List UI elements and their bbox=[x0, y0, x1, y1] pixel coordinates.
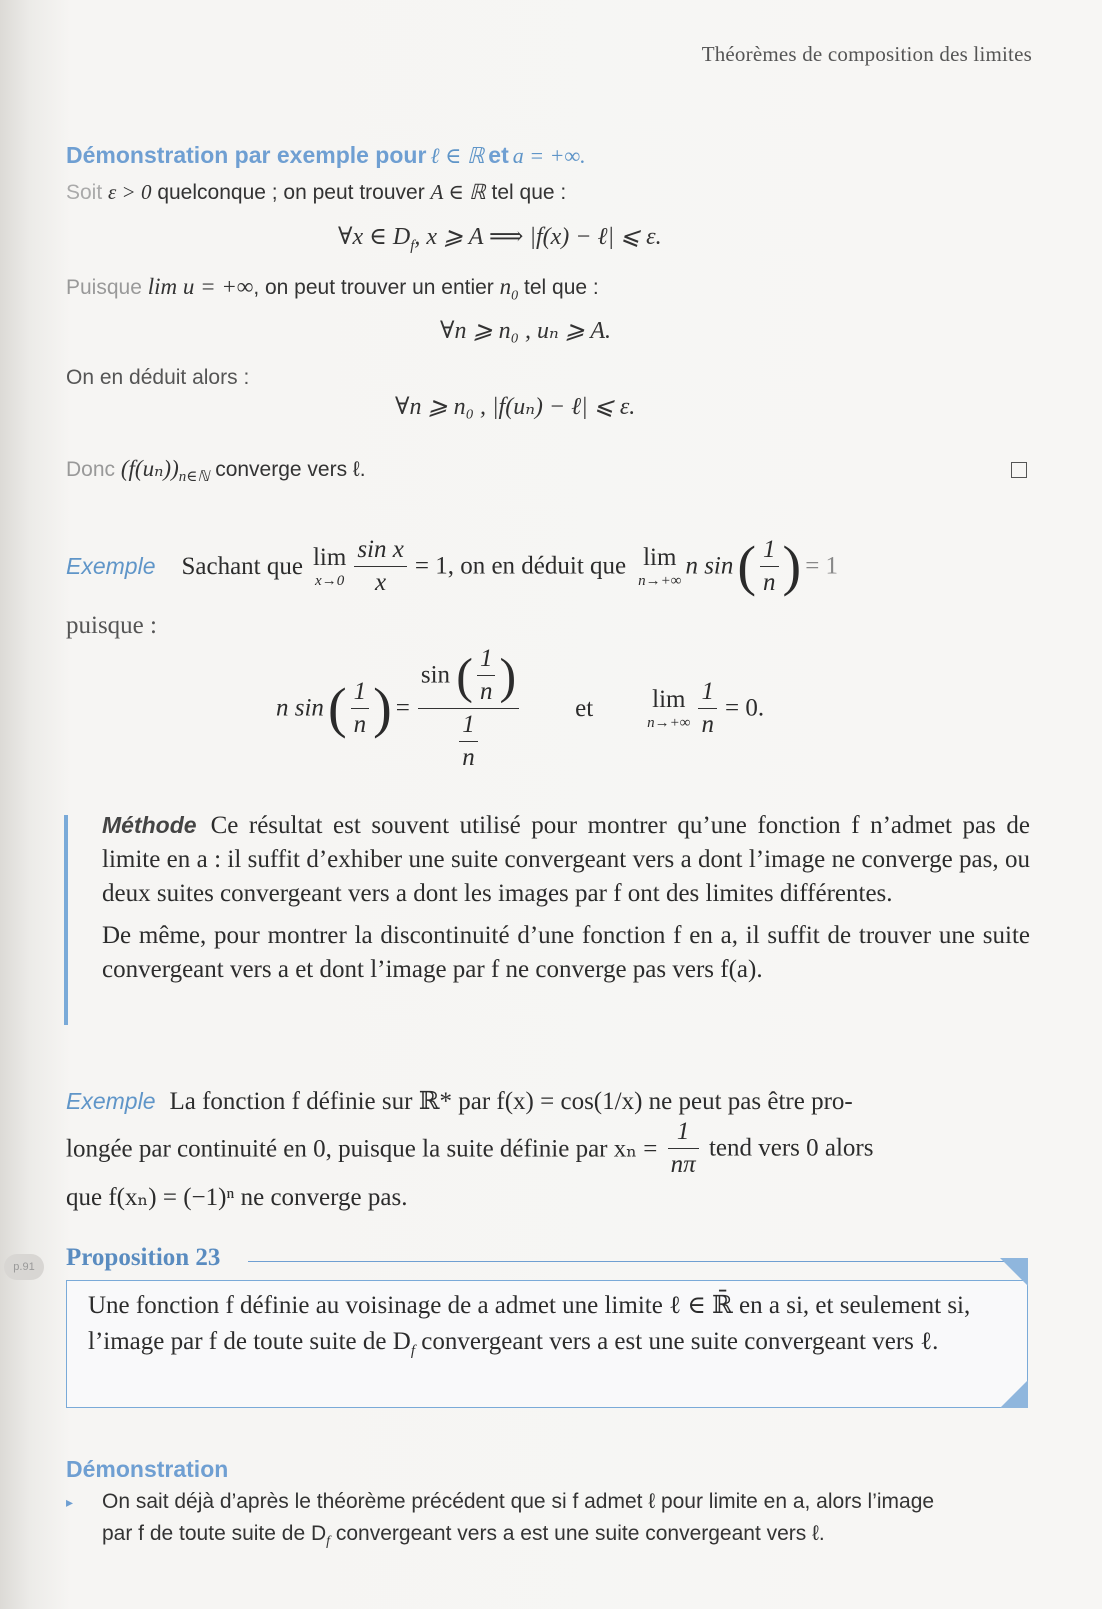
demo1-eq3: ∀n ⩾ n₀ , |f(uₙ) − ℓ| ⩽ ε. bbox=[395, 394, 636, 420]
demo1-line2-text: , on peut trouver un entier bbox=[253, 276, 494, 299]
exemple2-text2a: longée par continuité en 0, puisque la suite définie par xₙ = bbox=[66, 1135, 658, 1163]
exemple1-line bbox=[66, 536, 838, 597]
exemple2-text1: La fonction f définie sur ℝ* par f(x) = cos(1/x) ne peut pas être pro- bbox=[169, 1088, 853, 1115]
display-den-frac bbox=[459, 711, 478, 772]
display-lim: lim n→+∞ bbox=[647, 685, 691, 731]
exemple1-lim2: lim n→+∞ bbox=[638, 543, 682, 589]
exemple1-frac1 bbox=[354, 536, 407, 597]
exemple2-text2b: tend vers 0 alors bbox=[708, 1134, 874, 1162]
proposition-rule bbox=[248, 1261, 1028, 1262]
exemple1-frac1-den: x bbox=[375, 569, 387, 596]
running-head: Théorèmes de composition des limites bbox=[701, 42, 1032, 66]
methode-para2: De même, pour montrer la discontinuité d’une fonction f en a, il suffit de trouver une suite convergeant vers a et dont l’image par f ne converge pas vers f(a). bbox=[102, 922, 1030, 983]
display-den-num: 1 bbox=[459, 711, 478, 742]
demo1-line4-math: (f(uₙ)) bbox=[120, 456, 179, 481]
margin-tag: p.91 bbox=[4, 1254, 44, 1280]
demo1-eq2: ∀n ⩾ n₀ , uₙ ⩾ A. bbox=[440, 318, 611, 344]
demo2-line2b: convergeant vers a est une suite convergeant vers ℓ. bbox=[330, 1522, 825, 1545]
exemple1-frac1-num: sin x bbox=[354, 536, 407, 567]
exemple1-text1: Sachant que bbox=[181, 552, 303, 580]
demo1-line1-prefix: Soit bbox=[66, 181, 103, 204]
display-inner-frac bbox=[477, 645, 496, 706]
exemple1-lim1-sub: x→0 bbox=[315, 572, 345, 589]
display-inner-num: 1 bbox=[477, 645, 496, 676]
demo1-line1-math2: A ∈ ℝ bbox=[430, 180, 486, 204]
display-frac-small-num: 1 bbox=[351, 678, 370, 709]
exemple1-label: Exemple bbox=[66, 553, 156, 579]
qed-square-icon bbox=[1011, 462, 1027, 478]
exemple1-frac2-den: n bbox=[763, 569, 776, 596]
demo1-line3: On en déduit alors : bbox=[66, 366, 250, 389]
display-inner-paren-open: ( bbox=[456, 647, 473, 704]
display-frac-big bbox=[418, 645, 519, 772]
display-paren-close: ) bbox=[373, 677, 392, 740]
corner-top-icon bbox=[1000, 1258, 1028, 1286]
display-frac-big-num bbox=[418, 645, 519, 709]
demo1-eq1 bbox=[338, 222, 662, 255]
exemple1-lim2-sub: n→+∞ bbox=[638, 572, 682, 589]
exemple1-expr2: n sin bbox=[685, 552, 734, 580]
exemple1-frac2-num: 1 bbox=[760, 536, 779, 567]
demo1-heading bbox=[66, 142, 586, 169]
display-inner-den: n bbox=[479, 678, 493, 705]
demo1-heading-label: Démonstration par exemple pour bbox=[66, 142, 427, 168]
display-frac-end-den: n bbox=[701, 711, 714, 738]
display-end: = 0. bbox=[724, 694, 765, 722]
exemple1-frac2 bbox=[760, 536, 779, 597]
proposition-body-text: Une fonction f définie au voisinage de a admet une limite ℓ ∈ ℝ̄ en a si, et seulement si, l’image par f de toute suite de D bbox=[88, 1292, 971, 1355]
display-frac-big-den bbox=[418, 709, 519, 772]
exemple1-display-lhs: n sin bbox=[276, 694, 324, 722]
demo2-bullet-icon: ▸ bbox=[66, 1494, 74, 1510]
display-paren-open: ( bbox=[327, 677, 347, 740]
exemple2-line3: que f(xₙ) = (−1)ⁿ ne converge pas. bbox=[66, 1184, 408, 1211]
display-equals: = bbox=[395, 694, 410, 722]
demo1-line2-n: n bbox=[499, 274, 512, 299]
demo1-line2-math2 bbox=[499, 274, 519, 304]
demo1-line1 bbox=[66, 180, 566, 205]
demo1-line4-suffix: converge vers ℓ. bbox=[215, 458, 366, 481]
exemple1-paren-close: ) bbox=[782, 535, 802, 598]
demo1-eq1-rest: , x ⩾ A ⟹ |f(x) − ℓ| ⩽ ε. bbox=[414, 224, 662, 250]
demo1-line2 bbox=[66, 274, 599, 305]
exemple1-puisque: puisque : bbox=[66, 612, 157, 639]
exemple2-frac-num: 1 bbox=[668, 1118, 699, 1149]
demo1-line2-math: lim u = +∞ bbox=[147, 274, 254, 299]
corner-bottom-icon bbox=[1000, 1380, 1028, 1408]
demo1-line2-prefix: Puisque bbox=[66, 276, 142, 299]
demo2-line2a: par f de toute suite de D bbox=[102, 1522, 327, 1545]
exemple2-line1 bbox=[66, 1086, 853, 1116]
demo1-line4-prefix: Donc bbox=[66, 458, 116, 481]
display-frac-end-num: 1 bbox=[698, 678, 717, 709]
methode-label: Méthode bbox=[102, 812, 197, 838]
display-frac-small bbox=[351, 678, 370, 739]
exemple2-frac bbox=[668, 1118, 699, 1179]
demo1-line4-sub: n∈ℕ bbox=[178, 469, 210, 486]
exemple1-result: = 1 bbox=[805, 552, 839, 580]
display-lim-sub: n→+∞ bbox=[647, 714, 691, 731]
display-inner-paren-close: ) bbox=[499, 647, 517, 704]
demo2-line2-sub: f bbox=[326, 1534, 331, 1550]
demo1-heading-math-a: a = +∞. bbox=[512, 143, 586, 168]
demo2-line2 bbox=[102, 1522, 825, 1550]
display-frac-end bbox=[698, 678, 717, 739]
display-sin: sin bbox=[420, 661, 451, 689]
exemple1-lim1: lim x→0 bbox=[312, 543, 347, 589]
demo1-eq1-sub: f bbox=[410, 237, 415, 254]
demo1-eq1-a: ∀x ∈ D bbox=[338, 224, 411, 250]
demo1-heading-et: et bbox=[488, 142, 509, 168]
exemple2-label: Exemple bbox=[66, 1088, 156, 1114]
demo2-line1: On sait déjà d’après le théorème précédent que si f admet ℓ pour limite en a, alors l’image bbox=[102, 1490, 935, 1513]
methode-bar bbox=[64, 815, 68, 1025]
exemple1-display bbox=[276, 645, 764, 772]
display-frac-small-den: n bbox=[353, 711, 367, 738]
exemple2-frac-den: nπ bbox=[670, 1151, 696, 1178]
demo1-line4 bbox=[66, 456, 366, 486]
display-et: et bbox=[575, 694, 594, 722]
proposition-body-end: convergeant vers a est une suite convergeant vers ℓ. bbox=[414, 1328, 939, 1355]
proposition-body-sub: f bbox=[410, 1343, 415, 1359]
methode-block bbox=[102, 808, 1030, 987]
proposition-title: Proposition 23 bbox=[66, 1244, 221, 1271]
methode-para1-text: Ce résultat est souvent utilisé pour montrer qu’une fonction f n’admet pas de limite en a : il suffit d’exhiber une suite convergeant vers a dont l’image ne converge pas, ou deux suites convergeant vers a dont les images par f ont des limites différentes. bbox=[102, 812, 1030, 907]
demo1-line1-text: quelconque ; on peut trouver bbox=[157, 181, 425, 204]
demo2-heading: Démonstration bbox=[66, 1456, 229, 1482]
exemple1-text2: = 1, on en déduit que bbox=[414, 552, 627, 580]
exemple1-paren-open: ( bbox=[737, 535, 757, 598]
demo1-heading-math-l: ℓ ∈ ℝ bbox=[430, 143, 485, 168]
exemple2-line2 bbox=[66, 1118, 873, 1179]
methode-para1 bbox=[102, 808, 1030, 911]
demo1-line2-suffix: tel que : bbox=[524, 276, 599, 299]
demo1-line1-suffix: tel que : bbox=[491, 181, 567, 204]
demo1-line1-math: ε > 0 bbox=[108, 180, 152, 204]
demo1-line2-n-sub: 0 bbox=[511, 288, 519, 304]
display-den-den: n bbox=[462, 744, 475, 771]
proposition-body bbox=[88, 1288, 1010, 1369]
